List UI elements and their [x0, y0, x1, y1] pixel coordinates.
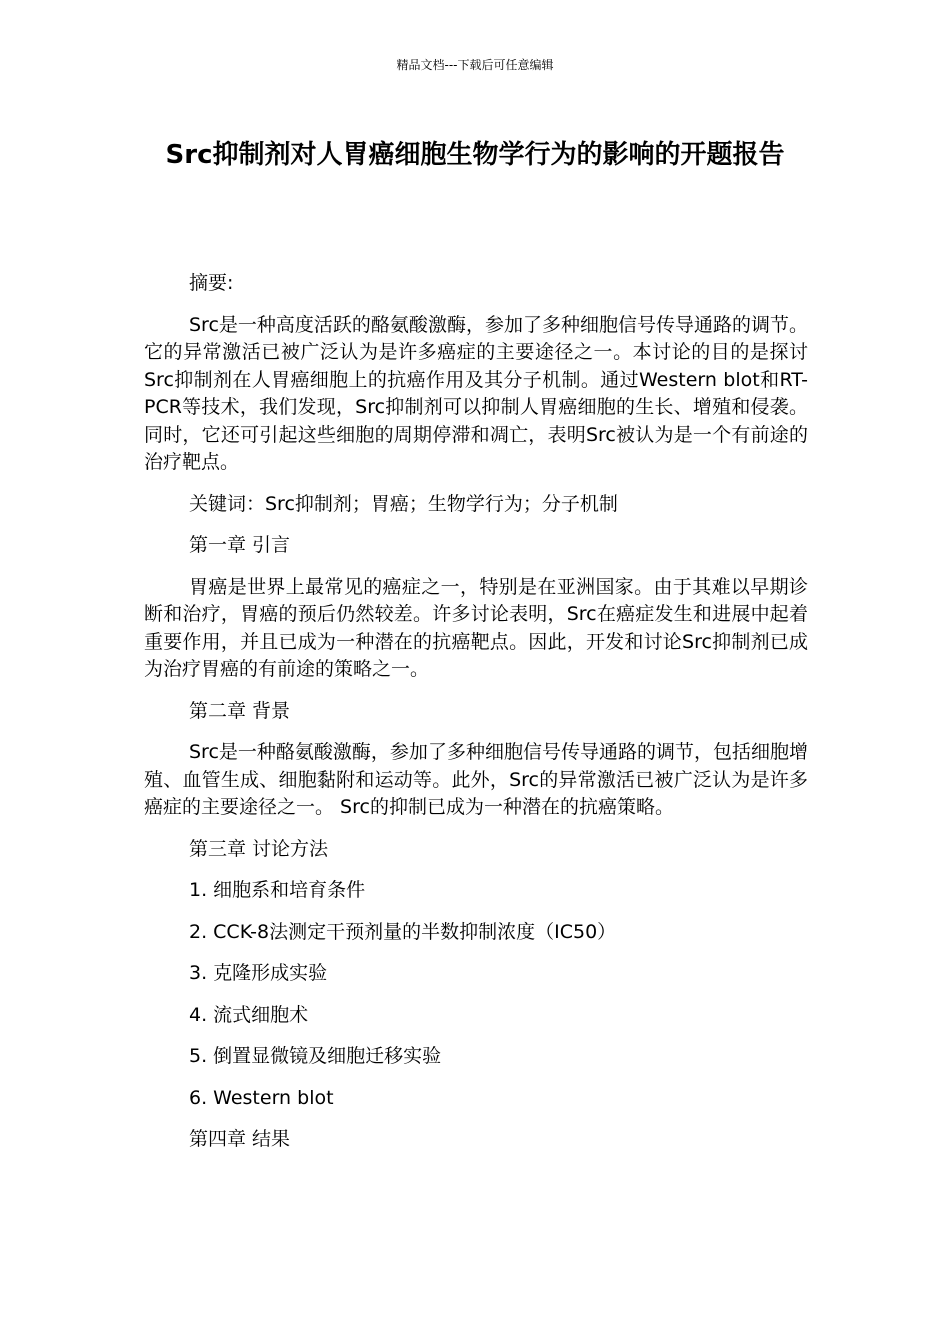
chapter-2-heading: 第二章 背景	[189, 699, 291, 722]
document-title: Src抑制剂对人胃癌细胞生物学行为的影响的开题报告	[165, 140, 785, 170]
abstract-heading: 摘要:	[189, 272, 234, 294]
method-item: 4. 流式细胞术	[189, 1003, 309, 1026]
document-body	[144, 270, 808, 1168]
abstract-paragraph: Src是一种高度活跃的酪氨酸激酶，参加了多种细胞信号传导通路的调节。它的异常激活已被广泛认为是许多癌症的主要途径之一。本讨论的目的是探讨Src抑制剂在人胃癌细胞上的抗癌作用及其分子机制。通过Western blot和RT-PCR等技术，我们发现，Src抑制剂可以抑制人胃癌细胞的生长、增殖和侵袭。同时，它还可引起这些细胞的周期停滞和凋亡，表明Src被认为是一个有前途的治疗靶点。	[144, 313, 808, 473]
keywords-line: 关键词：Src抑制剂；胃癌；生物学行为；分子机制	[189, 492, 618, 515]
header-note: 精品文档---下载后可任意编辑	[396, 58, 554, 72]
chapter-1-paragraph: 胃癌是世界上最常见的癌症之一，特别是在亚洲国家。由于其难以早期诊断和治疗，胃癌的预后仍然较差。许多讨论表明，Src在癌症发生和进展中起着重要作用，并且已成为一种潜在的抗癌靶点。因此，开发和讨论Src抑制剂已成为治疗胃癌的有前途的策略之一。	[144, 575, 808, 680]
chapter-2-paragraph: Src是一种酪氨酸激酶，参加了多种细胞信号传导通路的调节，包括细胞增殖、血管生成、细胞黏附和运动等。此外，Src的异常激活已被广泛认为是许多癌症的主要途径之一。 Src的抑制已成为一种潜在的抗癌策略。	[144, 741, 808, 818]
method-item: 6. Western blot	[189, 1086, 334, 1109]
method-item: 2. CCK-8法测定干预剂量的半数抑制浓度（IC50）	[189, 920, 617, 943]
method-item: 3. 克隆形成实验	[189, 962, 328, 984]
method-item: 1. 细胞系和培育条件	[189, 879, 366, 901]
chapter-3-heading: 第三章 讨论方法	[189, 837, 329, 860]
chapter-1-heading: 第一章 引言	[189, 534, 291, 556]
method-item: 5. 倒置显微镜及细胞迁移实验	[189, 1045, 442, 1067]
chapter-4-heading: 第四章 结果	[189, 1128, 291, 1150]
